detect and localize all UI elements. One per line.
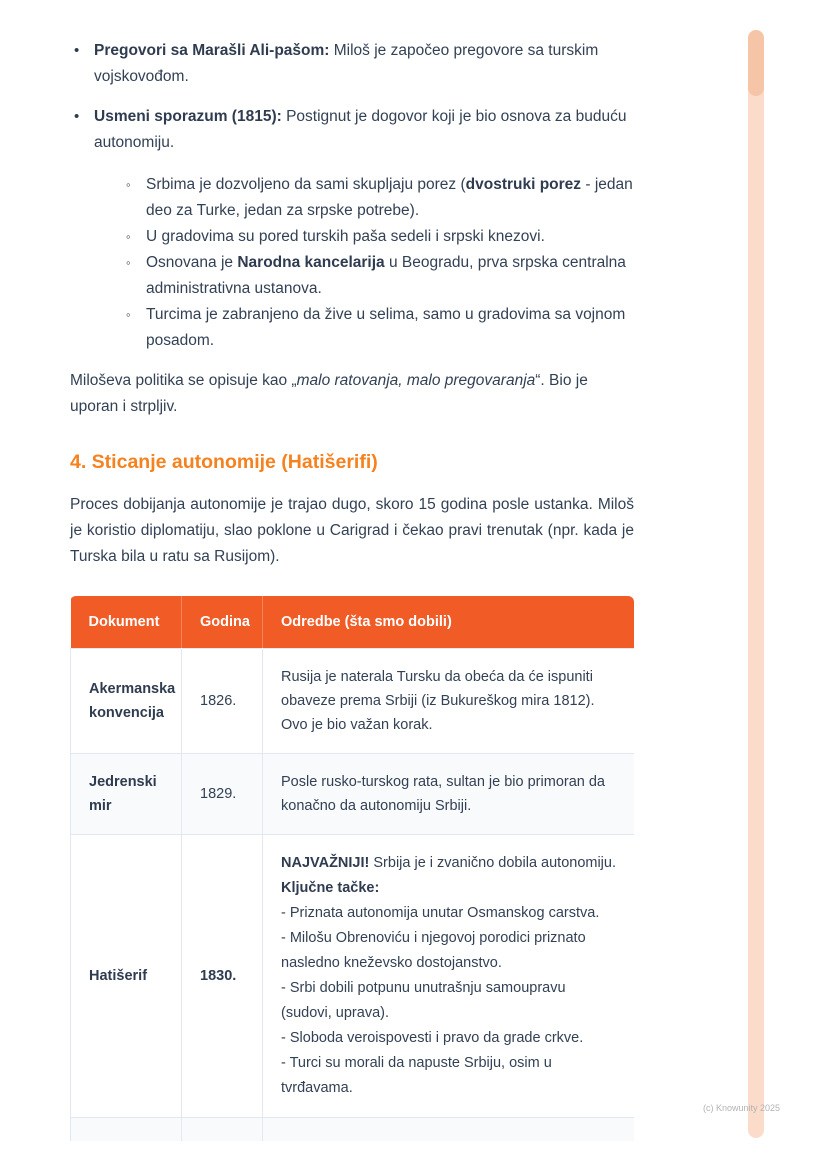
cell-godina: 1830. bbox=[182, 834, 263, 1117]
table-header-cell-godina: Godina bbox=[182, 596, 263, 648]
copyright-note: (c) Knowunity 2025 bbox=[702, 1103, 780, 1113]
sub-item-pre: U gradovima su pored turskih paša sedeli i srpski knezovi. bbox=[146, 228, 545, 245]
bullet-marker: • bbox=[74, 42, 80, 59]
list-item bbox=[70, 38, 634, 90]
list-item-rest: Postignut je dogovor koji je bio osnova za buduću autonomiju. bbox=[94, 108, 627, 151]
list-item-rest: Miloš je započeo pregovore sa turskim vojskovođom. bbox=[94, 42, 599, 85]
sub-list-item bbox=[122, 172, 634, 224]
list-item-bold: Pregovori sa Marašli Ali-pašom: bbox=[94, 42, 330, 59]
odredbe-point: - Srbi dobili potpunu unutrašnju samoupravu (sudovi, uprava). bbox=[281, 979, 566, 1021]
odredbe-point: - Milošu Obrenoviću i njegovoj porodici priznato nasledno kneževsko dostojanstvo. bbox=[281, 929, 586, 971]
list-item-text bbox=[94, 104, 634, 354]
circle-bullet-marker: ◦ bbox=[126, 307, 131, 322]
circle-bullet-marker: ◦ bbox=[126, 255, 131, 270]
cell-dokument bbox=[71, 1117, 182, 1141]
odredbe-intro-line bbox=[281, 851, 616, 876]
odredbe-point: - Turci su morali da napuste Srbiju, osim u tvrđavama. bbox=[281, 1054, 552, 1096]
bullet-list bbox=[70, 38, 634, 354]
cell-odredbe: Posle rusko-turskog rata, sultan je bio primoran da konačno da autonomiju Srbiji. bbox=[263, 753, 635, 834]
table-header-row bbox=[71, 596, 635, 648]
list-item-text bbox=[94, 38, 634, 90]
sub-list-item bbox=[122, 302, 634, 354]
document-content bbox=[70, 38, 634, 1141]
page-edge-accent-thumb bbox=[748, 30, 764, 96]
cell-dokument: Akermanska konvencija bbox=[71, 648, 182, 753]
table-header-cell-dokument: Dokument bbox=[71, 596, 182, 648]
section-paragraph: Proces dobijanja autonomije je trajao dugo, skoro 15 godina posle ustanka. Miloš je koristio diplomatiju, slao poklone u Carigrad i čekao pravi trenutak (npr. kada je Turska bila u ratu sa Rusijom). bbox=[70, 496, 634, 565]
list-item bbox=[70, 104, 634, 354]
sub-item-text bbox=[146, 302, 634, 354]
paragraph-quote bbox=[70, 368, 634, 420]
cell-godina bbox=[182, 1117, 263, 1141]
sub-item-post: - jedan deo za Turke, jedan za srpske potrebe). bbox=[146, 176, 633, 219]
list-item-bold: Usmeni sporazum (1815): bbox=[94, 108, 282, 125]
cell-godina: 1826. bbox=[182, 648, 263, 753]
table-row bbox=[71, 648, 635, 753]
sub-item-bold: Narodna kancelarija bbox=[237, 254, 385, 271]
odredbe-point: - Priznata autonomija unutar Osmanskog carstva. bbox=[281, 904, 600, 921]
sub-list bbox=[94, 172, 634, 354]
sub-item-pre: Osnovana je bbox=[146, 254, 238, 271]
sub-item-post: u Beogradu, prva srpska centralna administrativna ustanova. bbox=[146, 254, 626, 297]
odredbe-point: - Sloboda veroispovesti i pravo da grade crkve. bbox=[281, 1029, 584, 1046]
table-row bbox=[71, 834, 635, 1117]
cell-dokument: Jedrenski mir bbox=[71, 753, 182, 834]
quote-post: “. Bio je uporan i strpljiv. bbox=[70, 372, 588, 415]
page-edge-accent bbox=[748, 30, 764, 1138]
cell-odredbe: Rusija je naterala Tursku da obeća da će ispuniti obaveze prema Srbiji (iz Bukureškog mira 1812). Ovo je bio važan korak. bbox=[263, 648, 635, 753]
sub-item-text bbox=[146, 250, 634, 302]
quote-italic: malo ratovanja, malo pregovaranja bbox=[296, 372, 536, 389]
odredbe-subhead-bold: Ključne tačke: bbox=[281, 879, 380, 896]
table-row-partial bbox=[71, 1117, 635, 1141]
sub-item-bold: dvostruki porez bbox=[465, 176, 582, 193]
cell-odredbe bbox=[263, 834, 635, 1117]
circle-bullet-marker: ◦ bbox=[126, 177, 131, 192]
sub-item-pre: Turcima je zabranjeno da žive u selima, samo u gradovima sa vojnom posadom. bbox=[146, 306, 626, 349]
sub-item-pre: Srbima je dozvoljeno da sami skupljaju porez ( bbox=[146, 176, 466, 193]
table-header-cell-odredbe: Odredbe (šta smo dobili) bbox=[263, 596, 635, 648]
cell-odredbe bbox=[263, 1117, 635, 1141]
cell-godina: 1829. bbox=[182, 753, 263, 834]
sub-list-item bbox=[122, 224, 634, 250]
sub-list-item bbox=[122, 250, 634, 302]
odredbe-intro-text: Srbija je i zvanično dobila autonomiju. bbox=[369, 854, 617, 871]
odredbe-intro-bold: NAJVAŽNIJI! bbox=[281, 854, 370, 871]
bullet-marker: • bbox=[74, 108, 80, 125]
sub-item-text bbox=[146, 224, 634, 250]
circle-bullet-marker: ◦ bbox=[126, 229, 131, 244]
table-row bbox=[71, 753, 635, 834]
quote-pre: Miloševa politika se opisuje kao „ bbox=[70, 372, 297, 389]
autonomy-table-wrap bbox=[70, 596, 634, 1141]
sub-item-text bbox=[146, 172, 634, 224]
autonomy-table bbox=[70, 596, 634, 1141]
cell-dokument: Hatišerif bbox=[71, 834, 182, 1117]
odredbe-subhead bbox=[281, 876, 616, 901]
section-heading: 4. Sticanje autonomije (Hatišerifi) bbox=[70, 451, 378, 473]
